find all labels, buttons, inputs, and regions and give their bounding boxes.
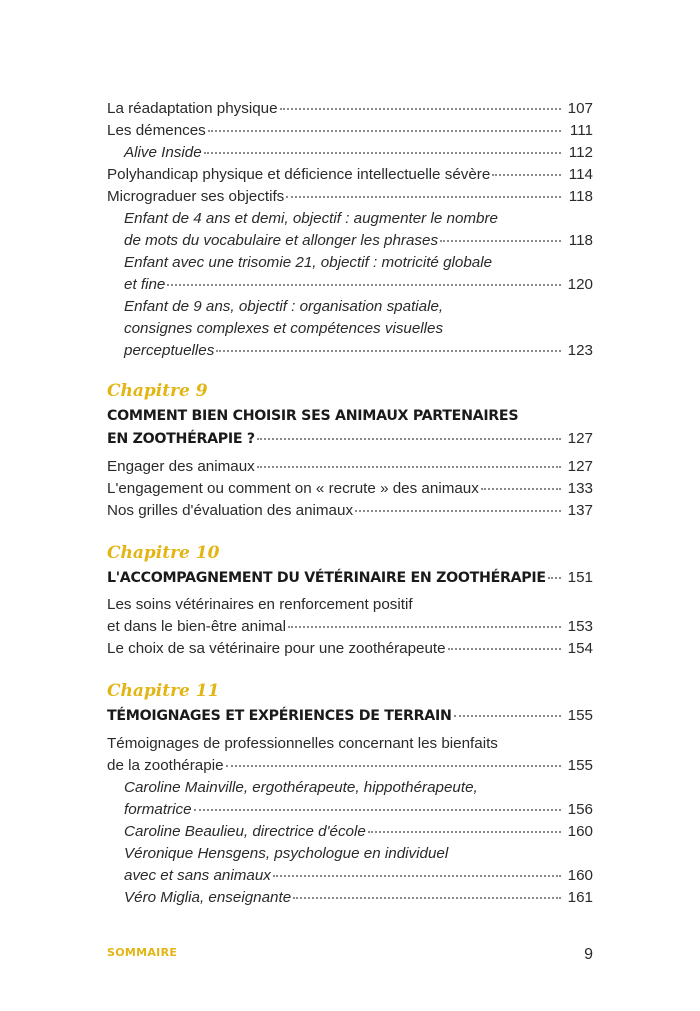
page-number: 107 <box>567 100 593 117</box>
page-number: 123 <box>567 342 593 359</box>
page-number: 156 <box>567 801 593 818</box>
page-number: 127 <box>567 458 593 475</box>
chapter-title[interactable]: COMMENT BIEN CHOISIR SES ANIMAUX PARTENAIRES <box>107 408 519 424</box>
page-number: 133 <box>567 480 593 497</box>
toc-entry[interactable]: Le choix de sa vétérinaire pour une zoothérapeute 154 <box>107 638 593 660</box>
toc-subentry[interactable]: avec et sans animaux 160 <box>124 865 593 887</box>
page-number: 118 <box>568 232 593 249</box>
dot-leader <box>492 174 561 176</box>
toc-entry[interactable]: Engager des animaux 127 <box>107 456 593 478</box>
page-number: 118 <box>568 188 593 205</box>
toc-subentry-line[interactable]: consignes complexes et compétences visuelles <box>124 320 444 337</box>
dot-leader <box>286 196 561 198</box>
dot-leader <box>204 152 561 154</box>
dot-leader <box>194 809 561 811</box>
dot-leader <box>257 438 561 440</box>
chapter-title[interactable]: EN ZOOTHÉRAPIE ? 127 <box>107 428 593 450</box>
toc-subentry-line[interactable]: Enfant avec une trisomie 21, objectif : motricité globale <box>124 254 493 271</box>
toc-subentry-line[interactable]: Caroline Mainville, ergothérapeute, hippothérapeute, <box>124 779 478 796</box>
chapter-title[interactable]: L'ACCOMPAGNEMENT DU VÉTÉRINAIRE EN ZOOTHÉRAPIE 151 <box>107 567 593 589</box>
dot-leader <box>548 577 561 579</box>
page-number: 112 <box>568 144 593 161</box>
dot-leader <box>288 626 561 628</box>
toc-subentry[interactable]: de mots du vocabulaire et allonger les phrases 118 <box>124 230 593 252</box>
toc-entry[interactable]: de la zoothérapie 155 <box>107 755 593 777</box>
toc-subentry-line[interactable]: Enfant de 9 ans, objectif : organisation spatiale, <box>124 298 444 315</box>
dot-leader <box>167 284 561 286</box>
toc-entry[interactable]: Polyhandicap physique et déficience intellectuelle sévère 114 <box>107 164 593 186</box>
page-number: 160 <box>567 867 593 884</box>
dot-leader <box>454 715 561 717</box>
footer-page-number: 9 <box>584 946 593 963</box>
page-number: 155 <box>567 757 593 774</box>
dot-leader <box>226 765 561 767</box>
toc-subentry[interactable]: Alive Inside 112 <box>124 142 593 164</box>
dot-leader <box>481 488 561 490</box>
toc-entry[interactable]: Micrograduer ses objectifs 118 <box>107 186 593 208</box>
page-number: 161 <box>567 889 593 906</box>
toc-entry-line[interactable]: Témoignages de professionnelles concernant les bienfaits <box>107 735 498 752</box>
toc-entry[interactable]: et dans le bien-être animal 153 <box>107 616 593 638</box>
dot-leader <box>440 240 561 242</box>
chapter-label: Chapitre 11 <box>107 681 220 701</box>
page-number: 127 <box>567 430 593 447</box>
page-number: 120 <box>567 276 593 293</box>
page-number: 111 <box>569 122 593 139</box>
toc-subentry[interactable]: perceptuelles 123 <box>124 340 593 362</box>
toc-entry-line[interactable]: Les soins vétérinaires en renforcement positif <box>107 596 413 613</box>
page-number: 137 <box>567 502 593 519</box>
dot-leader <box>293 897 561 899</box>
page-number: 160 <box>567 823 593 840</box>
toc-entry[interactable]: La réadaptation physique 107 <box>107 98 593 120</box>
dot-leader <box>368 831 561 833</box>
toc-entry[interactable]: L'engagement ou comment on « recrute » des animaux 133 <box>107 478 593 500</box>
dot-leader <box>208 130 561 132</box>
toc-subentry[interactable]: Véro Miglia, enseignante 161 <box>124 887 593 909</box>
page-number: 114 <box>568 166 593 183</box>
chapter-label: Chapitre 10 <box>107 543 220 563</box>
chapter-title[interactable]: TÉMOIGNAGES ET EXPÉRIENCES DE TERRAIN 155 <box>107 705 593 727</box>
toc-entry[interactable]: Les démences 111 <box>107 120 593 142</box>
toc-subentry-line[interactable]: Véronique Hensgens, psychologue en individuel <box>124 845 449 862</box>
dot-leader <box>273 875 561 877</box>
toc-subentry[interactable]: formatrice 156 <box>124 799 593 821</box>
page-number: 155 <box>567 707 593 724</box>
toc-entry[interactable]: Nos grilles d'évaluation des animaux 137 <box>107 500 593 522</box>
dot-leader <box>280 108 561 110</box>
dot-leader <box>257 466 561 468</box>
page-number: 154 <box>567 640 593 657</box>
toc-subentry-line[interactable]: Enfant de 4 ans et demi, objectif : augmenter le nombre <box>124 210 498 227</box>
dot-leader <box>355 510 561 512</box>
toc-subentry[interactable]: Caroline Beaulieu, directrice d'école 160 <box>124 821 593 843</box>
dot-leader <box>448 648 561 650</box>
toc-subentry[interactable]: et fine 120 <box>124 274 593 296</box>
chapter-label: Chapitre 9 <box>107 381 208 401</box>
dot-leader <box>216 350 561 352</box>
page-number: 153 <box>567 618 593 635</box>
footer-section-label: SOMMAIRE <box>107 946 178 959</box>
page-number: 151 <box>567 569 593 586</box>
